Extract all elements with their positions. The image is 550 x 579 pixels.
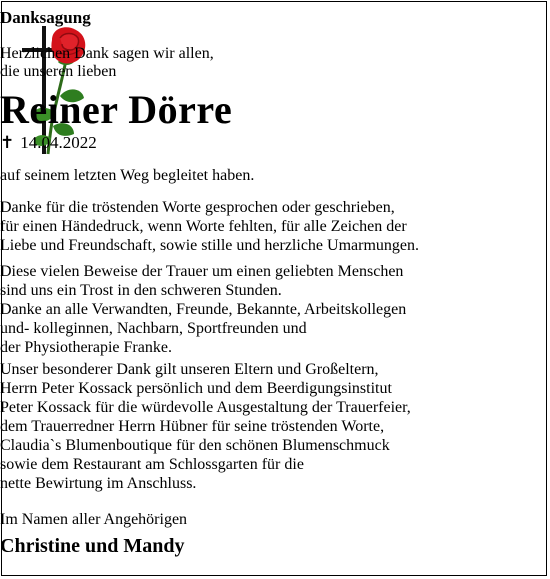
family-names: Christine und Mandy [0, 535, 185, 557]
paragraph-line: Diese vielen Beweise der Trauer um einen geliebten Menschen [0, 263, 404, 280]
date-of-death [0, 133, 550, 153]
deceased-name: Reiner Dörre [0, 87, 233, 132]
paragraph-line: Peter Kossack für die würdevolle Ausgestaltung der Trauerfeier, [0, 399, 411, 416]
closing-line: auf seinem letzten Weg begleitet haben. [0, 167, 255, 184]
intro-text [0, 45, 550, 81]
paragraph-line: für einen Händedruck, wenn Worte fehlten, für alle Zeichen der [0, 218, 407, 235]
paragraph-line: sind uns ein Trost in den schweren Stunden. [0, 282, 282, 299]
paragraph-line: und- kolleginnen, Nachbarn, Sportfreunden und [0, 320, 307, 337]
thanks-paragraph-1 [0, 198, 550, 255]
paragraph-line: dem Trauerredner Herrn Hübner für seine tröstenden Worte, [0, 418, 385, 435]
paragraph-line: sowie dem Restaurant am Schlossgarten für die [0, 456, 304, 473]
intro-line: Herzlichen Dank sagen wir allen, [0, 45, 214, 62]
paragraph-line: Danke für die tröstenden Worte gesprochen oder geschrieben, [0, 199, 395, 216]
thanks-paragraph-3 [0, 360, 550, 493]
paragraph-line: nette Bewirtung im Anschluss. [0, 475, 197, 492]
paragraph-line: der Physiotherapie Franke. [0, 339, 172, 356]
paragraph-line: Claudia`s Blumenboutique für den schönen Blumenschmuck [0, 437, 390, 454]
thanks-paragraph-2 [0, 262, 550, 357]
notice-title: Danksagung [0, 8, 91, 27]
paragraph-line: Herrn Peter Kossack persönlich und dem Beerdigungsinstitut [0, 380, 392, 397]
paragraph-line: Danke an alle Verwandten, Freunde, Bekannte, Arbeitskollegen [0, 301, 407, 318]
intro-line: die unseren lieben [0, 63, 117, 80]
paragraph-line: Liebe und Freundschaft, sowie stille und herzliche Umarmungen. [0, 237, 419, 254]
cross-symbol-icon: ✝ [0, 133, 15, 152]
family-intro: Im Namen aller Angehörigen [0, 511, 188, 528]
paragraph-line: Unser besonderer Dank gilt unseren Eltern und Großeltern, [0, 361, 379, 378]
death-date: 14.04.2022 [20, 133, 97, 152]
